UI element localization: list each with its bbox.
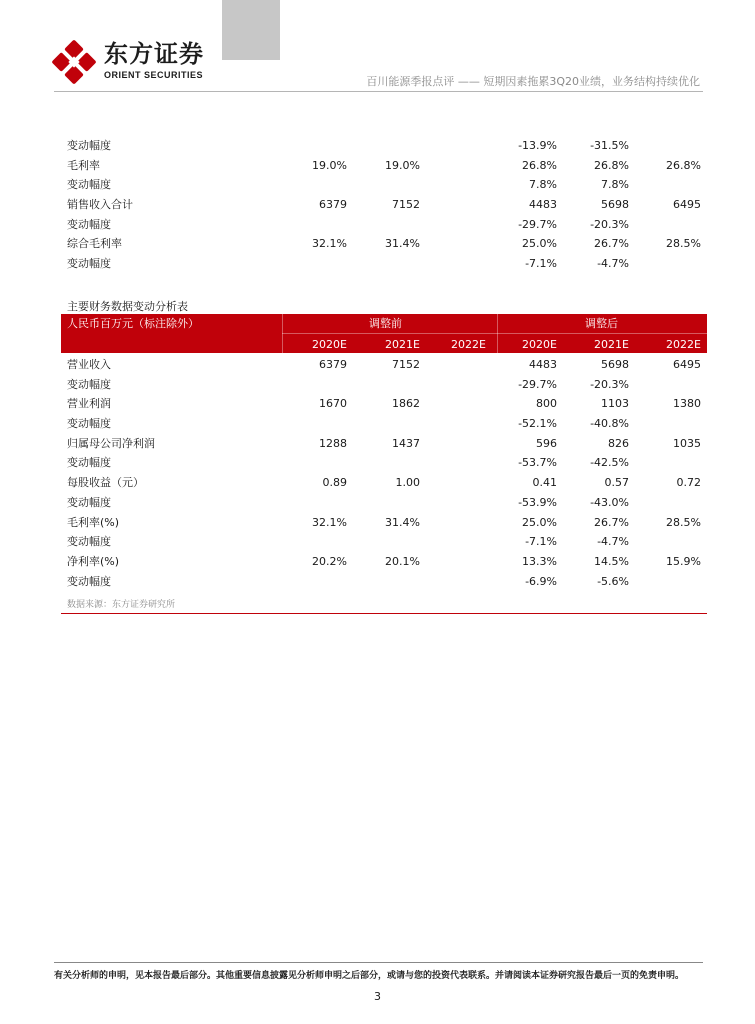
year-header: 2020E bbox=[522, 338, 557, 351]
group-after-label: 调整后 bbox=[585, 317, 618, 330]
row-label: 毛利率(%) bbox=[67, 515, 120, 529]
header-gray-tab bbox=[222, 0, 280, 60]
row-label: 变动幅度 bbox=[67, 574, 111, 588]
table-row bbox=[61, 513, 707, 533]
table-cell: -20.3% bbox=[590, 217, 629, 231]
table-cell: 32.1% bbox=[312, 515, 347, 529]
row-label: 变动幅度 bbox=[67, 456, 111, 470]
table-cell: -4.7% bbox=[597, 257, 629, 271]
table-cell: 7152 bbox=[392, 198, 420, 212]
row-label: 综合毛利率 bbox=[67, 237, 122, 251]
table-cell: 26.8% bbox=[594, 158, 629, 172]
table-row bbox=[61, 156, 707, 176]
row-label: 变动幅度 bbox=[67, 257, 111, 271]
group-before-label: 调整前 bbox=[369, 317, 402, 330]
table-cell: -20.3% bbox=[590, 377, 629, 391]
row-label: 归属母公司净利润 bbox=[67, 436, 155, 450]
table-cell: 1035 bbox=[673, 436, 701, 450]
table-cell: 6495 bbox=[673, 198, 701, 212]
table-row bbox=[61, 473, 707, 493]
table-row bbox=[61, 572, 707, 592]
table-cell: 1.00 bbox=[395, 476, 420, 490]
table-cell: 6495 bbox=[673, 358, 701, 371]
table-cell: 31.4% bbox=[385, 237, 420, 251]
brand-name-en: ORIENT SECURITIES bbox=[104, 70, 204, 80]
table-row bbox=[61, 254, 707, 274]
header-divider bbox=[54, 91, 703, 92]
table-cell: -31.5% bbox=[590, 139, 629, 152]
table-row bbox=[61, 434, 707, 454]
table-cell: -13.9% bbox=[518, 139, 557, 152]
table-cell: 26.7% bbox=[594, 237, 629, 251]
table-cell: 6379 bbox=[319, 198, 347, 212]
table-cell: -4.7% bbox=[597, 535, 629, 549]
orient-logo-icon bbox=[52, 40, 96, 84]
table-cell: 7.8% bbox=[601, 178, 629, 192]
table-cell: -42.5% bbox=[590, 456, 629, 470]
table-cell: 6379 bbox=[319, 358, 347, 371]
row-label: 变动幅度 bbox=[67, 495, 111, 509]
table-row bbox=[61, 532, 707, 552]
table-cell: 1380 bbox=[673, 397, 701, 411]
table-cell: 826 bbox=[608, 436, 629, 450]
row-label: 营业利润 bbox=[67, 397, 111, 411]
row-label: 变动幅度 bbox=[67, 217, 111, 231]
table-row bbox=[61, 175, 707, 195]
table-cell: 800 bbox=[536, 397, 557, 411]
table-cell: -43.0% bbox=[590, 495, 629, 509]
table-cell: 28.5% bbox=[666, 237, 701, 251]
year-header: 2021E bbox=[594, 338, 629, 351]
table-cell: 0.89 bbox=[322, 476, 347, 490]
row-label: 变动幅度 bbox=[67, 535, 111, 549]
table-cell: 4483 bbox=[529, 358, 557, 371]
footer-divider bbox=[54, 962, 703, 963]
table-cell: 5698 bbox=[601, 198, 629, 212]
table-cell: 19.0% bbox=[385, 158, 420, 172]
row-label: 每股收益（元） bbox=[67, 476, 144, 490]
year-header: 2021E bbox=[385, 338, 420, 351]
table-cell: 1670 bbox=[319, 397, 347, 411]
table-cell: 596 bbox=[536, 436, 557, 450]
table-cell: -5.6% bbox=[597, 574, 629, 588]
main-table-title: 主要财务数据变动分析表 bbox=[67, 300, 188, 313]
table-row bbox=[61, 493, 707, 513]
table-cell: 26.8% bbox=[522, 158, 557, 172]
table-cell: -29.7% bbox=[518, 377, 557, 391]
year-header: 2022E bbox=[666, 338, 701, 351]
unit-label: 人民币百万元（标注除外） bbox=[67, 317, 199, 330]
table-row bbox=[61, 414, 707, 434]
main-table-header bbox=[61, 314, 707, 353]
table-cell: -40.8% bbox=[590, 417, 629, 431]
table-cell: 32.1% bbox=[312, 237, 347, 251]
table-row bbox=[61, 552, 707, 572]
table-cell: 20.2% bbox=[312, 554, 347, 568]
brand-name-cn: 东方证券 bbox=[104, 40, 204, 68]
table-row bbox=[61, 375, 707, 395]
page-number: 3 bbox=[374, 990, 381, 1003]
report-title: 百川能源季报点评 —— 短期因素拖累3Q20业绩，业务结构持续优化 bbox=[366, 75, 700, 88]
table-cell: 28.5% bbox=[666, 515, 701, 529]
table-cell: 15.9% bbox=[666, 554, 701, 568]
table-cell: 4483 bbox=[529, 198, 557, 212]
table-bottom-rule bbox=[61, 613, 707, 614]
main-financial-table bbox=[61, 355, 707, 591]
table-cell: 7.8% bbox=[529, 178, 557, 192]
table-cell: 25.0% bbox=[522, 237, 557, 251]
row-label: 变动幅度 bbox=[67, 178, 111, 192]
row-label: 变动幅度 bbox=[67, 377, 111, 391]
table-cell: 26.7% bbox=[594, 515, 629, 529]
table-row bbox=[61, 136, 707, 156]
table-cell: 7152 bbox=[392, 358, 420, 371]
table-row bbox=[61, 453, 707, 473]
table-cell: 25.0% bbox=[522, 515, 557, 529]
row-label: 变动幅度 bbox=[67, 139, 111, 152]
table-row bbox=[61, 215, 707, 235]
table-cell: 5698 bbox=[601, 358, 629, 371]
table-cell: 0.57 bbox=[604, 476, 629, 490]
table-cell: -6.9% bbox=[525, 574, 557, 588]
row-label: 营业收入 bbox=[67, 358, 111, 371]
table-cell: -7.1% bbox=[525, 535, 557, 549]
footer-disclaimer: 有关分析师的申明，见本报告最后部分。其他重要信息披露见分析师申明之后部分，或请与您的投资代表联系。并请阅读本证券研究报告最后一页的免责申明。 bbox=[54, 971, 685, 981]
table-cell: -7.1% bbox=[525, 257, 557, 271]
table-cell: 19.0% bbox=[312, 158, 347, 172]
row-label: 毛利率 bbox=[67, 158, 100, 172]
table-row bbox=[61, 195, 707, 215]
data-source-note: 数据来源：东方证券研究所 bbox=[67, 600, 176, 610]
table-row bbox=[61, 355, 707, 375]
top-continuation-table bbox=[61, 136, 707, 274]
table-cell: 20.1% bbox=[385, 554, 420, 568]
table-cell: -53.9% bbox=[518, 495, 557, 509]
table-cell: 0.41 bbox=[532, 476, 557, 490]
table-cell: -52.1% bbox=[518, 417, 557, 431]
table-cell: 1288 bbox=[319, 436, 347, 450]
table-cell: 26.8% bbox=[666, 158, 701, 172]
table-cell: 1437 bbox=[392, 436, 420, 450]
table-cell: 31.4% bbox=[385, 515, 420, 529]
row-label: 销售收入合计 bbox=[67, 198, 133, 212]
table-cell: 1103 bbox=[601, 397, 629, 411]
year-header: 2020E bbox=[312, 338, 347, 351]
row-label: 变动幅度 bbox=[67, 417, 111, 431]
table-cell: 13.3% bbox=[522, 554, 557, 568]
table-cell: 14.5% bbox=[594, 554, 629, 568]
table-cell: 0.72 bbox=[676, 476, 701, 490]
table-row bbox=[61, 234, 707, 254]
table-row bbox=[61, 394, 707, 414]
row-label: 净利率(%) bbox=[67, 554, 120, 568]
table-cell: -53.7% bbox=[518, 456, 557, 470]
year-header: 2022E bbox=[451, 338, 486, 351]
table-cell: -29.7% bbox=[518, 217, 557, 231]
table-cell: 1862 bbox=[392, 397, 420, 411]
